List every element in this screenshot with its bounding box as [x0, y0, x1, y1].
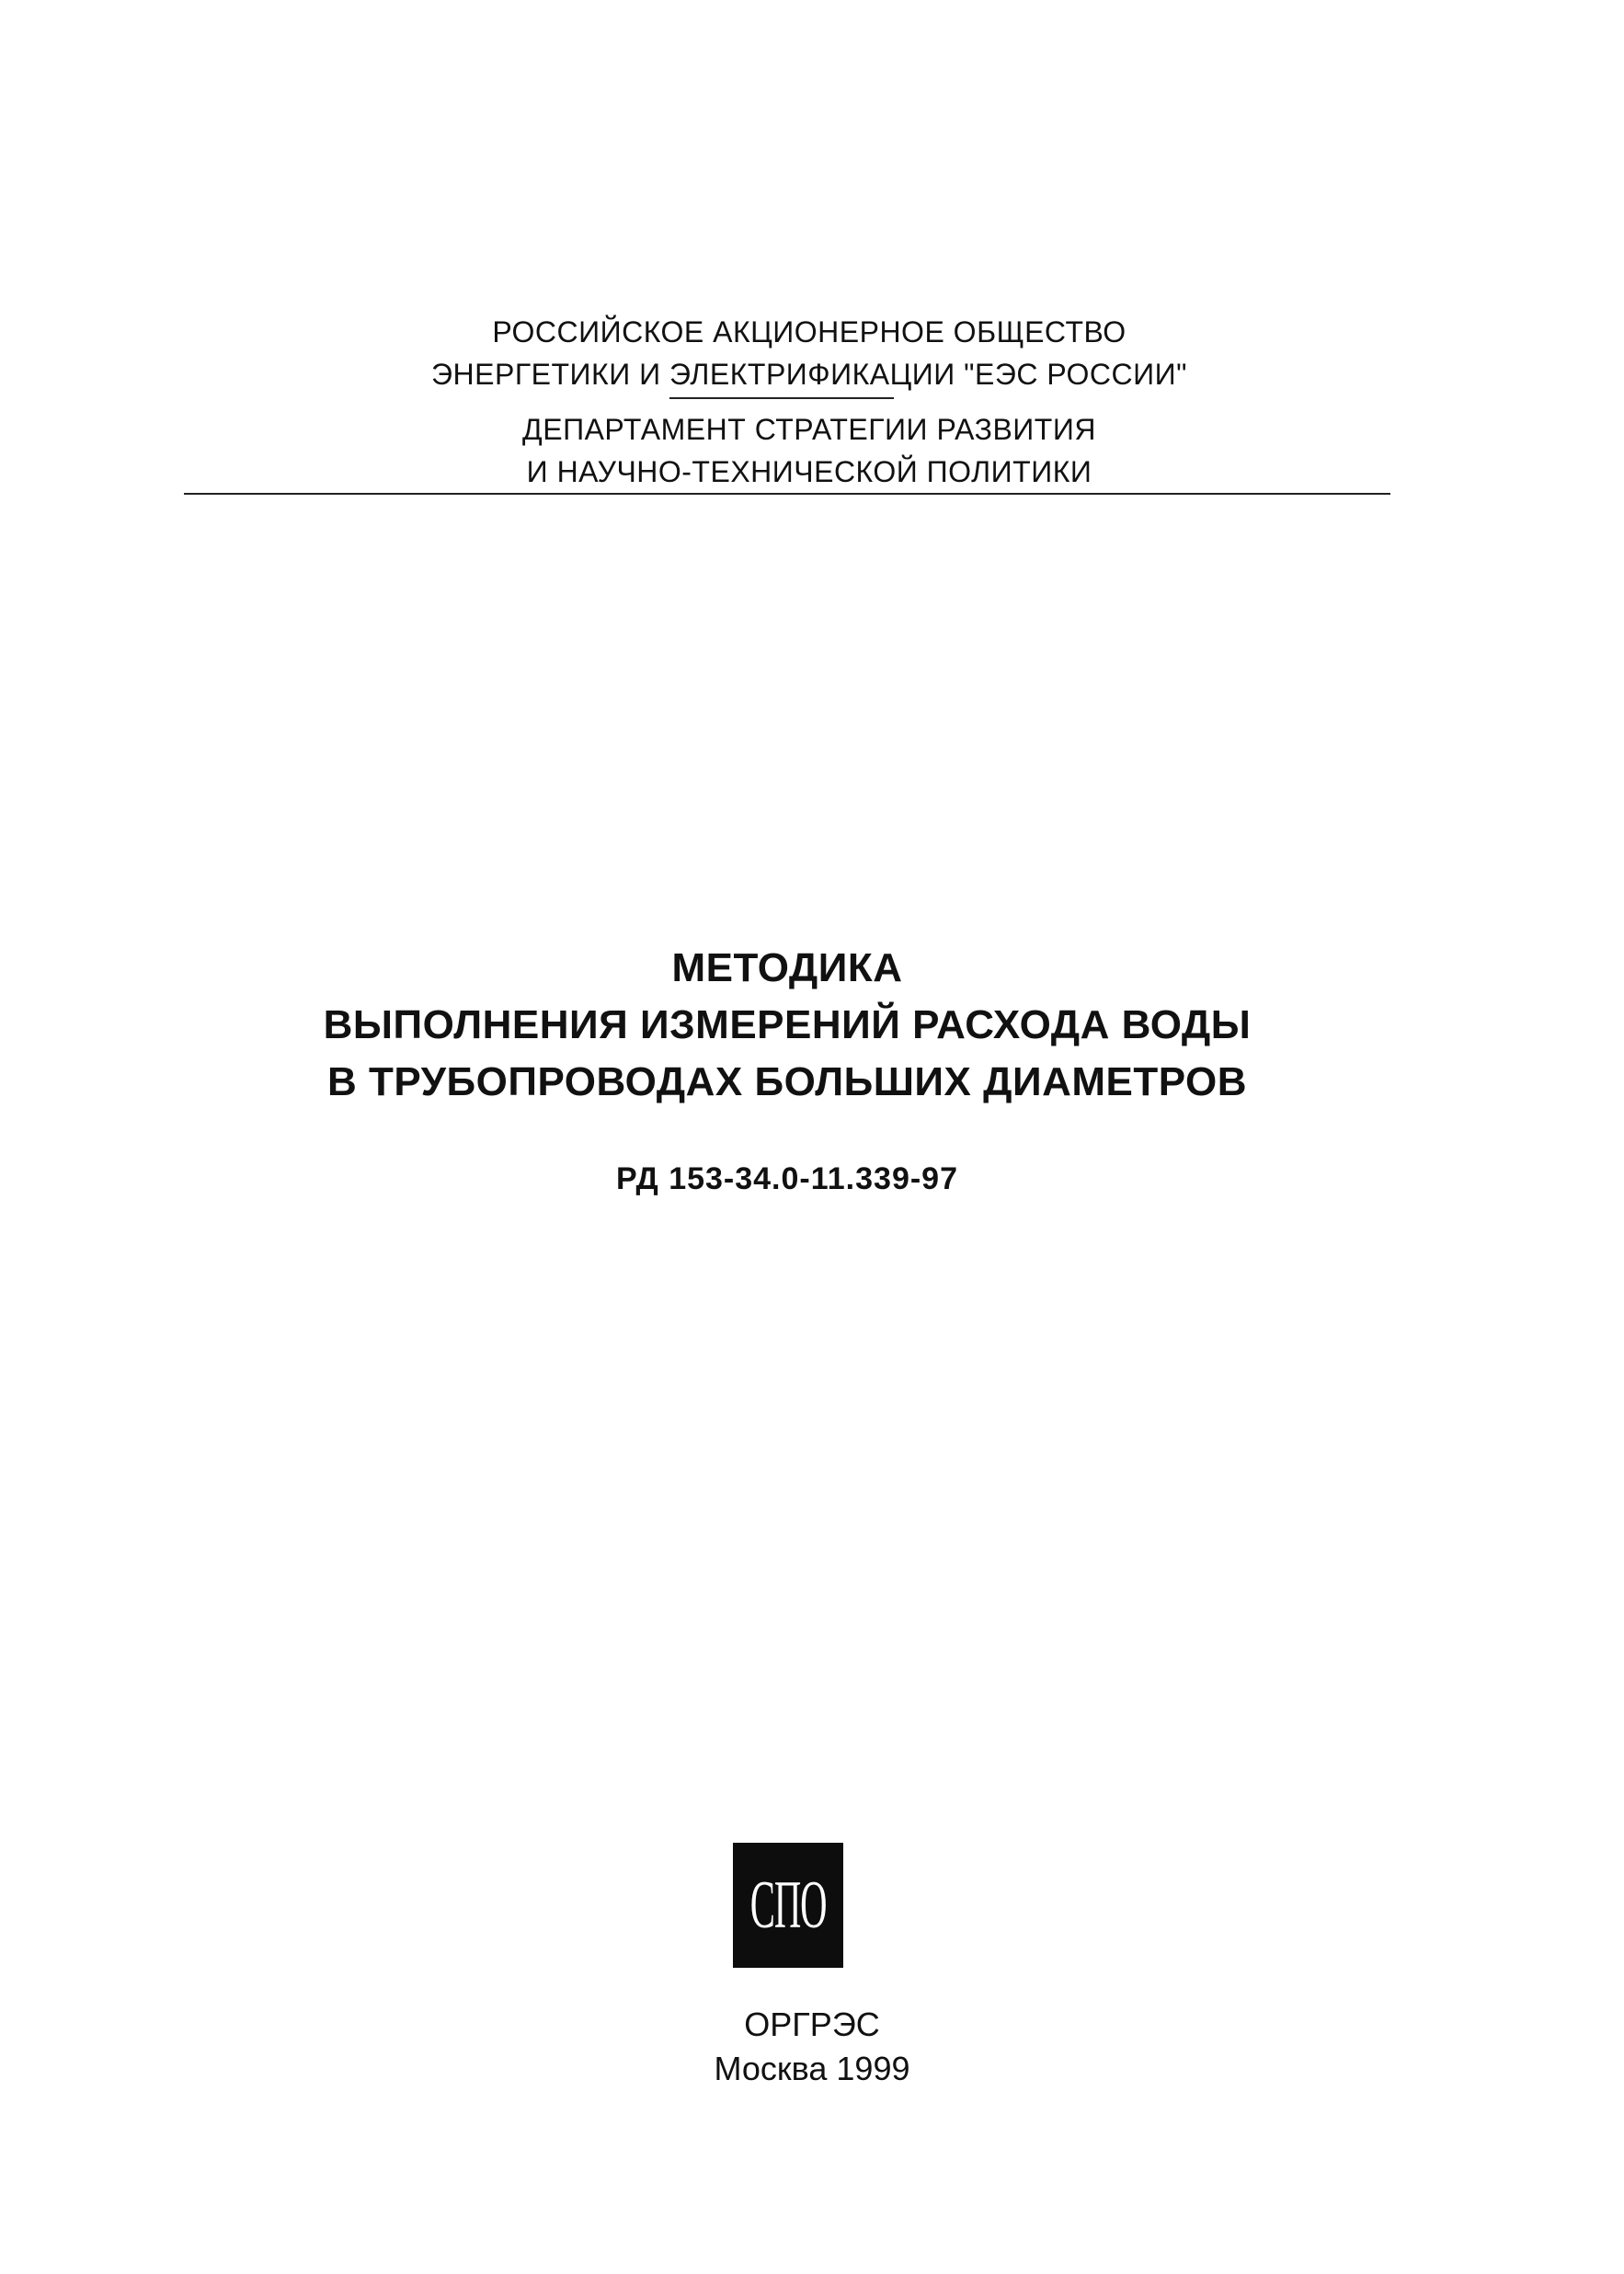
publisher-logo: [733, 1843, 843, 1968]
document-title: [184, 940, 1390, 1111]
publisher-name: ОРГРЭС: [744, 2005, 880, 2043]
organization-name-line-2: ЭНЕРГЕТИКИ И ЭЛЕКТРИФИКАЦИИ "ЕЭС РОССИИ": [431, 358, 1187, 391]
publisher-city-year: Москва 1999: [714, 2050, 910, 2087]
header-divider-long: [184, 493, 1390, 495]
publisher-logo-text: СПО: [749, 1868, 827, 1943]
header-divider-short: [669, 397, 894, 399]
publisher-imprint: [552, 2003, 1072, 2091]
organization-name-line-1: РОССИЙСКОЕ АКЦИОНЕРНОЕ ОБЩЕСТВО: [492, 315, 1127, 349]
department-name-line-2: И НАУЧНО-ТЕХНИЧЕСКОЙ ПОЛИТИКИ: [526, 455, 1092, 488]
department-name-line-1: ДЕПАРТАМЕНТ СТРАТЕГИИ РАЗВИТИЯ: [522, 413, 1096, 446]
department-header: [276, 408, 1343, 493]
title-line-1: МЕТОДИКА: [671, 945, 903, 990]
organization-header: [276, 311, 1343, 395]
document-code: РД 153-34.0-11.339-97: [615, 1161, 958, 1196]
title-line-2: ВЫПОЛНЕНИЯ ИЗМЕРЕНИЙ РАСХОДА ВОДЫ: [323, 1002, 1252, 1047]
title-line-3: В ТРУБОПРОВОДАХ БОЛЬШИХ ДИАМЕТРОВ: [326, 1059, 1248, 1104]
